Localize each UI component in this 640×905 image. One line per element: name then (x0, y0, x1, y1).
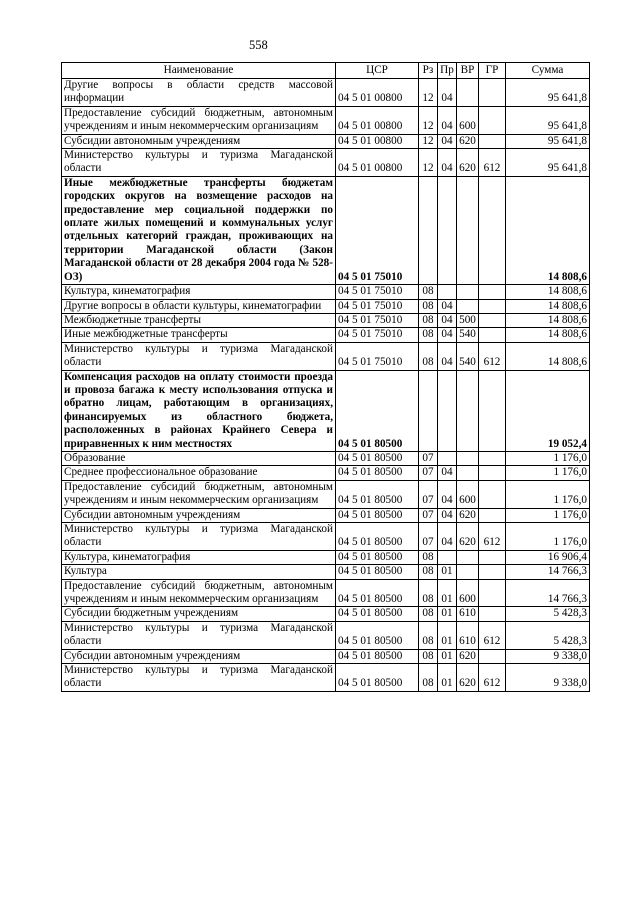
header-sum: Сумма (506, 63, 590, 79)
cell-name: Предоставление субсидий бюджетным, автономным учреждениям и иным некоммерческим организациям (62, 579, 336, 607)
table-row (62, 649, 590, 663)
cell-gr (479, 649, 506, 663)
cell-sum: 14 766,3 (506, 579, 590, 607)
header-rz: Рз (419, 63, 438, 79)
cell-csr: 04 5 01 75010 (336, 299, 419, 313)
cell-name: Другие вопросы в области культуры, кинематографии (62, 299, 336, 313)
cell-rz: 12 (419, 106, 438, 134)
table-row (62, 550, 590, 564)
cell-name: Среднее профессиональное образование (62, 466, 336, 480)
cell-pr: 01 (438, 621, 457, 649)
cell-gr (479, 313, 506, 327)
cell-vr: 500 (457, 313, 479, 327)
table-row (62, 466, 590, 480)
cell-rz: 07 (419, 508, 438, 522)
cell-pr: 04 (438, 134, 457, 148)
table-row (62, 134, 590, 148)
cell-name: Иные межбюджетные трансферты бюджетам городских округов на возмещение расходов на предоставление мер социальной поддержки по оплате жилых помещений и коммунальных услуг отдельных категорий граждан, проживающих на территории Магаданской области (Закон Магаданской области от 28 декабря 2004 года № 528-ОЗ) (62, 176, 336, 284)
cell-name: Иные межбюджетные трансферты (62, 328, 336, 342)
cell-sum: 95 641,8 (506, 134, 590, 148)
cell-name: Министерство культуры и туризма Магаданской области (62, 523, 336, 551)
cell-vr: 620 (457, 664, 479, 692)
cell-pr: 04 (438, 466, 457, 480)
cell-csr: 04 5 01 80500 (336, 370, 419, 451)
cell-csr: 04 5 01 00800 (336, 79, 419, 107)
cell-rz (419, 176, 438, 284)
cell-name: Культура (62, 565, 336, 579)
cell-vr: 610 (457, 621, 479, 649)
cell-csr: 04 5 01 75010 (336, 313, 419, 327)
cell-pr (438, 176, 457, 284)
cell-name: Министерство культуры и туризма Магаданской области (62, 621, 336, 649)
cell-sum: 5 428,3 (506, 621, 590, 649)
cell-vr: 620 (457, 149, 479, 177)
cell-rz: 07 (419, 523, 438, 551)
page-number: 558 (249, 38, 268, 52)
cell-sum: 95 641,8 (506, 106, 590, 134)
cell-gr: 612 (479, 664, 506, 692)
cell-pr: 01 (438, 579, 457, 607)
cell-name: Субсидии автономным учреждениям (62, 508, 336, 522)
cell-csr: 04 5 01 75010 (336, 328, 419, 342)
table-row (62, 480, 590, 508)
cell-rz: 08 (419, 285, 438, 299)
table-row (62, 664, 590, 692)
cell-csr: 04 5 01 80500 (336, 451, 419, 465)
cell-pr: 01 (438, 664, 457, 692)
cell-sum: 14 808,6 (506, 328, 590, 342)
cell-pr: 01 (438, 607, 457, 621)
cell-name: Министерство культуры и туризма Магаданской области (62, 149, 336, 177)
cell-pr: 04 (438, 523, 457, 551)
cell-vr: 620 (457, 508, 479, 522)
header-gr: ГР (479, 63, 506, 79)
cell-pr (438, 451, 457, 465)
cell-rz: 08 (419, 607, 438, 621)
cell-csr: 04 5 01 00800 (336, 106, 419, 134)
cell-rz: 12 (419, 134, 438, 148)
cell-pr: 04 (438, 328, 457, 342)
cell-sum: 1 176,0 (506, 508, 590, 522)
cell-pr (438, 550, 457, 564)
cell-vr (457, 466, 479, 480)
cell-gr: 612 (479, 621, 506, 649)
table-row (62, 313, 590, 327)
cell-gr (479, 106, 506, 134)
cell-csr: 04 5 01 80500 (336, 607, 419, 621)
cell-gr: 612 (479, 149, 506, 177)
cell-sum: 5 428,3 (506, 607, 590, 621)
cell-csr: 04 5 01 80500 (336, 523, 419, 551)
cell-sum: 19 052,4 (506, 370, 590, 451)
cell-rz (419, 370, 438, 451)
cell-rz: 08 (419, 313, 438, 327)
cell-rz: 08 (419, 565, 438, 579)
cell-gr (479, 508, 506, 522)
cell-gr (479, 579, 506, 607)
header-name: Наименование (62, 63, 336, 79)
table-row (62, 285, 590, 299)
cell-sum: 14 808,6 (506, 176, 590, 284)
cell-csr: 04 5 01 80500 (336, 466, 419, 480)
cell-gr: 612 (479, 523, 506, 551)
cell-name: Предоставление субсидий бюджетным, автономным учреждениям и иным некоммерческим организациям (62, 106, 336, 134)
cell-vr (457, 176, 479, 284)
cell-csr: 04 5 01 75010 (336, 342, 419, 370)
cell-gr (479, 299, 506, 313)
cell-sum: 1 176,0 (506, 466, 590, 480)
cell-sum: 14 808,6 (506, 285, 590, 299)
cell-sum: 1 176,0 (506, 451, 590, 465)
cell-vr (457, 451, 479, 465)
cell-vr (457, 370, 479, 451)
cell-rz: 07 (419, 451, 438, 465)
cell-csr: 04 5 01 80500 (336, 550, 419, 564)
cell-gr (479, 607, 506, 621)
cell-sum: 95 641,8 (506, 79, 590, 107)
cell-pr: 04 (438, 508, 457, 522)
cell-rz: 07 (419, 480, 438, 508)
cell-csr: 04 5 01 75010 (336, 176, 419, 284)
cell-rz: 07 (419, 466, 438, 480)
header-csr: ЦСР (336, 63, 419, 79)
cell-name: Предоставление субсидий бюджетным, автономным учреждениям и иным некоммерческим организациям (62, 480, 336, 508)
table-row (62, 621, 590, 649)
cell-sum: 9 338,0 (506, 649, 590, 663)
cell-rz: 12 (419, 79, 438, 107)
cell-pr: 04 (438, 313, 457, 327)
cell-name: Субсидии автономным учреждениям (62, 134, 336, 148)
cell-pr (438, 370, 457, 451)
cell-rz: 08 (419, 342, 438, 370)
cell-vr: 540 (457, 342, 479, 370)
cell-name: Министерство культуры и туризма Магаданской области (62, 664, 336, 692)
cell-sum: 95 641,8 (506, 149, 590, 177)
cell-csr: 04 5 01 80500 (336, 621, 419, 649)
table-row (62, 79, 590, 107)
cell-rz: 08 (419, 550, 438, 564)
table-row (62, 176, 590, 284)
cell-rz: 12 (419, 149, 438, 177)
table-header-row (62, 63, 590, 79)
cell-vr: 620 (457, 649, 479, 663)
cell-sum: 9 338,0 (506, 664, 590, 692)
cell-vr (457, 565, 479, 579)
table-row (62, 328, 590, 342)
cell-gr (479, 134, 506, 148)
cell-sum: 14 808,6 (506, 299, 590, 313)
cell-csr: 04 5 01 80500 (336, 480, 419, 508)
cell-gr (479, 550, 506, 564)
cell-name: Другие вопросы в области средств массовой информации (62, 79, 336, 107)
cell-vr (457, 299, 479, 313)
table-row (62, 299, 590, 313)
cell-csr: 04 5 01 80500 (336, 565, 419, 579)
table-row (62, 565, 590, 579)
cell-vr: 610 (457, 607, 479, 621)
cell-sum: 1 176,0 (506, 523, 590, 551)
table-row (62, 579, 590, 607)
table-row (62, 451, 590, 465)
cell-name: Межбюджетные трансферты (62, 313, 336, 327)
table-row (62, 149, 590, 177)
table-row (62, 342, 590, 370)
cell-gr (479, 451, 506, 465)
cell-vr: 620 (457, 134, 479, 148)
cell-vr: 600 (457, 480, 479, 508)
cell-vr: 620 (457, 523, 479, 551)
cell-sum: 16 906,4 (506, 550, 590, 564)
table-row (62, 370, 590, 451)
table-row (62, 508, 590, 522)
cell-rz: 08 (419, 649, 438, 663)
cell-csr: 04 5 01 80500 (336, 508, 419, 522)
cell-pr: 04 (438, 480, 457, 508)
table-row (62, 106, 590, 134)
header-pr: Пр (438, 63, 457, 79)
cell-csr: 04 5 01 75010 (336, 285, 419, 299)
cell-gr: 612 (479, 342, 506, 370)
cell-gr (479, 466, 506, 480)
cell-vr (457, 285, 479, 299)
cell-pr: 04 (438, 79, 457, 107)
cell-name: Министерство культуры и туризма Магаданской области (62, 342, 336, 370)
cell-name: Субсидии бюджетным учреждениям (62, 607, 336, 621)
cell-vr: 600 (457, 579, 479, 607)
cell-vr: 600 (457, 106, 479, 134)
cell-name: Образование (62, 451, 336, 465)
cell-sum: 14 808,6 (506, 313, 590, 327)
cell-pr: 04 (438, 299, 457, 313)
cell-pr: 01 (438, 649, 457, 663)
cell-pr: 04 (438, 342, 457, 370)
cell-sum: 14 808,6 (506, 342, 590, 370)
cell-pr: 04 (438, 149, 457, 177)
table-row (62, 523, 590, 551)
cell-rz: 08 (419, 579, 438, 607)
cell-gr (479, 370, 506, 451)
cell-pr (438, 285, 457, 299)
cell-gr (479, 480, 506, 508)
cell-gr (479, 176, 506, 284)
cell-rz: 08 (419, 664, 438, 692)
cell-name: Культура, кинематография (62, 285, 336, 299)
cell-csr: 04 5 01 80500 (336, 579, 419, 607)
cell-rz: 08 (419, 621, 438, 649)
cell-gr (479, 328, 506, 342)
cell-csr: 04 5 01 80500 (336, 649, 419, 663)
cell-csr: 04 5 01 00800 (336, 134, 419, 148)
cell-pr: 01 (438, 565, 457, 579)
cell-vr: 540 (457, 328, 479, 342)
cell-rz: 08 (419, 299, 438, 313)
cell-gr (479, 79, 506, 107)
cell-gr (479, 565, 506, 579)
cell-vr (457, 79, 479, 107)
cell-csr: 04 5 01 00800 (336, 149, 419, 177)
cell-csr: 04 5 01 80500 (336, 664, 419, 692)
cell-rz: 08 (419, 328, 438, 342)
cell-sum: 14 766,3 (506, 565, 590, 579)
budget-table (61, 62, 590, 692)
cell-sum: 1 176,0 (506, 480, 590, 508)
header-vr: ВР (457, 63, 479, 79)
cell-name: Культура, кинематография (62, 550, 336, 564)
cell-name: Компенсация расходов на оплату стоимости проезда и провоза багажа к месту использования отпуска и обратно лицам, работающим в организациях, финансируемых из областного бюджета, расположенных в районах Крайнего Севера и приравненных к ним местностях (62, 370, 336, 451)
cell-name: Субсидии автономным учреждениям (62, 649, 336, 663)
table-row (62, 607, 590, 621)
cell-pr: 04 (438, 106, 457, 134)
cell-vr (457, 550, 479, 564)
cell-gr (479, 285, 506, 299)
